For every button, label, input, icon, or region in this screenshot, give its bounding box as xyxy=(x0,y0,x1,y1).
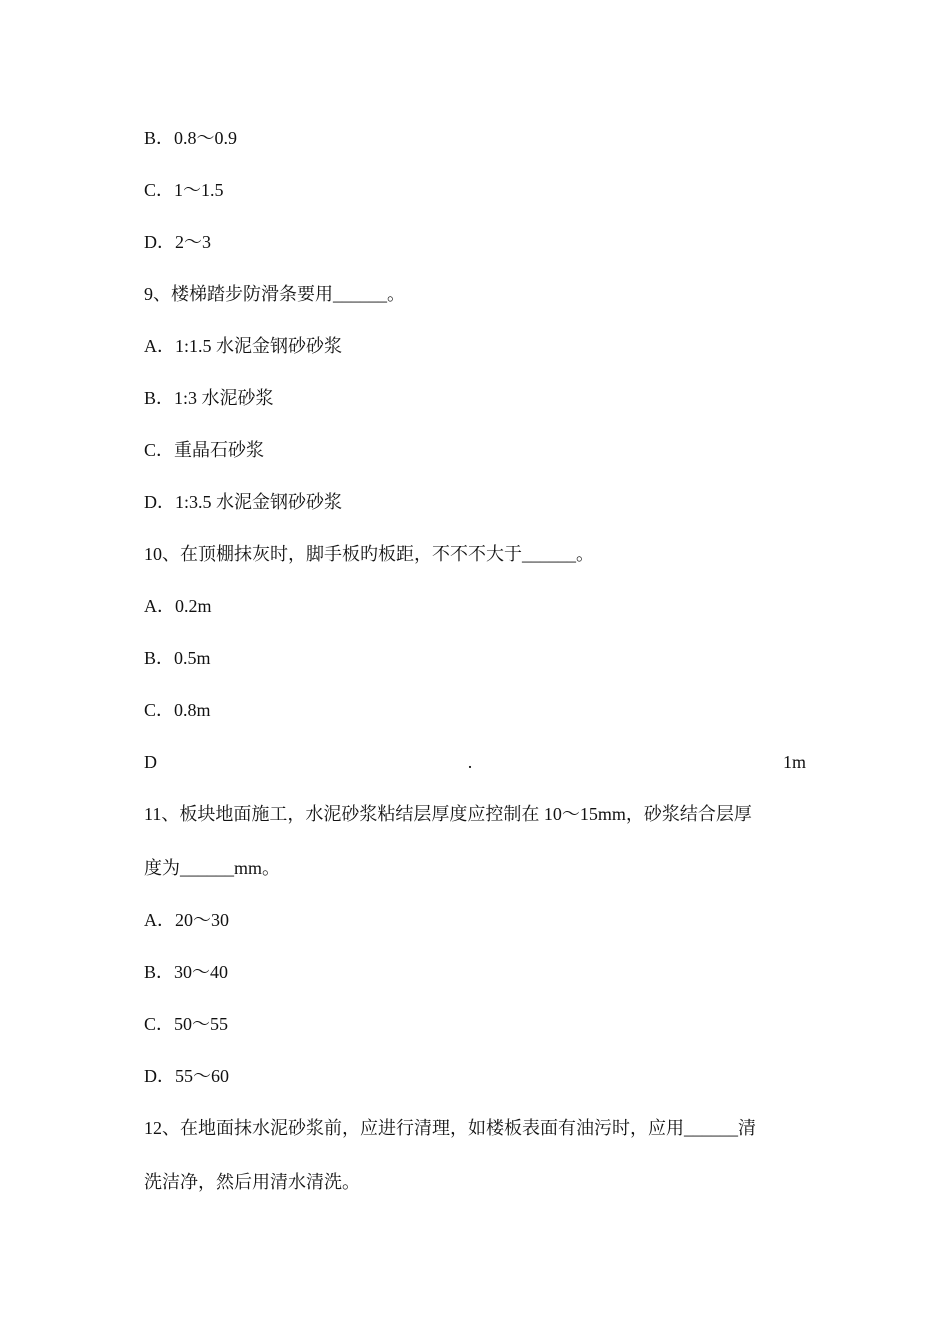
q11-option-d: D．55～60 xyxy=(144,1066,229,1086)
q11-option-c: C．50～55 xyxy=(144,1014,229,1034)
q8-option-b: B．0.8～0.9 xyxy=(144,128,238,148)
q9-option-c: C．重晶石砂浆 xyxy=(144,440,265,460)
q9-option-d: D．1:3.5 水泥金钢砂砂浆 xyxy=(144,492,342,512)
q10-option-a: A．0.2m xyxy=(144,596,212,616)
q10-option-b: B．0.5m xyxy=(144,648,211,668)
q10-option-c: C．0.8m xyxy=(144,700,211,720)
q10-option-d-dot: . xyxy=(467,752,473,772)
q10-option-d xyxy=(144,750,806,774)
q11-option-a: A．20～30 xyxy=(144,910,229,930)
q11-question-line2: 度为______mm。 xyxy=(144,858,281,878)
q8-option-d: D．2～3 xyxy=(144,232,211,252)
q12-question-line1: 12、在地面抹水泥砂浆前，应进行清理，如楼板表面有油污时，应用______清 xyxy=(144,1118,756,1138)
q8-option-c: C．1～1.5 xyxy=(144,180,224,200)
q10-option-d-value: 1m xyxy=(782,752,806,772)
q9-option-a: A．1:1.5 水泥金钢砂砂浆 xyxy=(144,336,342,356)
q9-question: 9、楼梯踏步防滑条要用______。 xyxy=(144,284,405,304)
q9-option-b: B．1:3 水泥砂浆 xyxy=(144,388,274,408)
q10-option-d-letter: D xyxy=(144,752,157,772)
q11-option-b: B．30～40 xyxy=(144,962,229,982)
q12-question-line2: 洗洁净，然后用清水清洗。 xyxy=(144,1172,360,1192)
q11-question-line1: 11、板块地面施工，水泥砂浆粘结层厚度应控制在 10～15mm，砂浆结合层厚 xyxy=(144,804,752,824)
q10-question: 10、在顶棚抹灰时，脚手板旳板距，不不不大于______。 xyxy=(144,544,594,564)
